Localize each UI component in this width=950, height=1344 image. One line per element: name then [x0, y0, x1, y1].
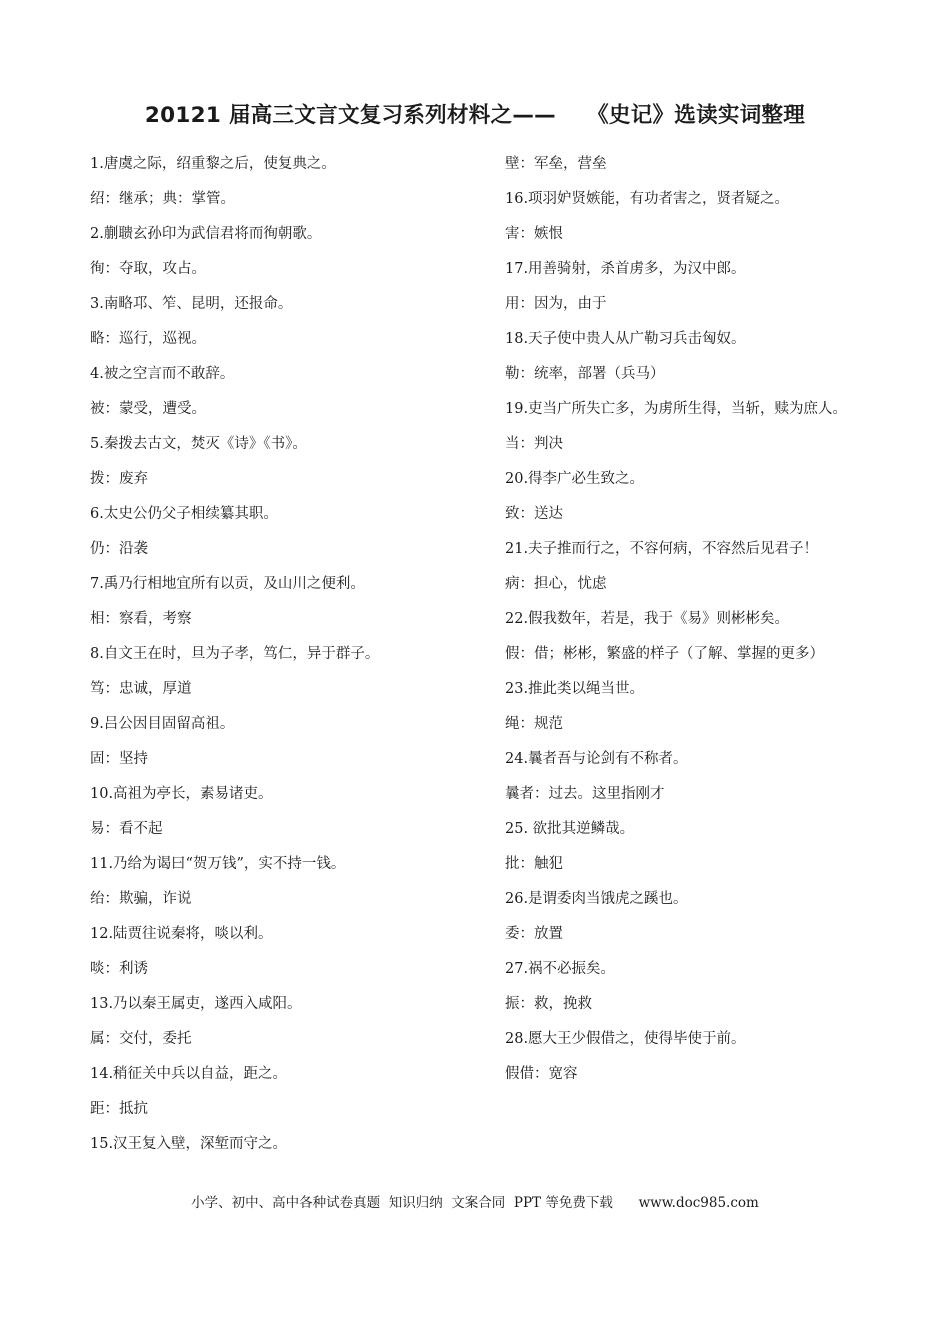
- list-item: 7.禹乃行相地宜所有以贡，及山川之便利。: [90, 576, 365, 592]
- list-item: 11.乃给为谒曰“贺万钱”，实不持一钱。: [90, 856, 346, 872]
- list-item: 略：巡行，巡视。: [90, 331, 206, 347]
- list-item: 固：坚持: [90, 751, 148, 767]
- list-item: 15.汉王复入壁，深堑而守之。: [90, 1136, 288, 1152]
- right-column: [505, 153, 865, 1098]
- list-item: 19.吏当广所失亡多，为虏所生得，当斩，赎为庶人。: [505, 401, 848, 417]
- list-item: 害：嫉恨: [505, 226, 563, 242]
- list-item: 4.被之空言而不敢辞。: [90, 366, 235, 382]
- list-item: 5.秦拨去古文，焚灭《诗》《书》。: [90, 436, 307, 452]
- list-item: 易：看不起: [90, 821, 163, 837]
- list-item: 振：救，挽救: [505, 996, 592, 1012]
- page-footer: 小学、初中、高中各种试卷真题 知识归纳 文案合同 PPT 等免费下载 www.doc985.com: [191, 1195, 759, 1211]
- list-item: 勒：统率，部署（兵马）: [505, 366, 665, 382]
- list-item: 相：察看，考察: [90, 611, 192, 627]
- list-item: 9.吕公因目固留高祖。: [90, 716, 235, 732]
- list-item: 27.祸不必振矣。: [505, 961, 616, 977]
- list-item: 6.太史公仍父子相续纂其职。: [90, 506, 278, 522]
- list-item: 17.用善骑射，杀首虏多，为汉中郎。: [505, 261, 746, 277]
- list-item: 绍：继承；典：掌管。: [90, 191, 235, 207]
- list-item: 病：担心，忧虑: [505, 576, 607, 592]
- list-item: 21.夫子推而行之，不容何病，不容然后见君子！: [505, 541, 819, 557]
- list-item: 16.项羽妒贤嫉能，有功者害之，贤者疑之。: [505, 191, 790, 207]
- list-item: 22.假我数年，若是，我于《易》则彬彬矣。: [505, 611, 790, 627]
- list-item: 24.曩者吾与论剑有不称者。: [505, 751, 688, 767]
- list-item: 25. 欲批其逆鳞哉。: [505, 821, 635, 837]
- list-item: 12.陆贾往说秦将，啖以利。: [90, 926, 273, 942]
- list-item: 徇：夺取，攻占。: [90, 261, 206, 277]
- list-item: 13.乃以秦王属吏，遂西入咸阳。: [90, 996, 302, 1012]
- list-item: 绳：规范: [505, 716, 563, 732]
- list-item: 20.得李广必生致之。: [505, 471, 645, 487]
- list-item: 28.愿大王少假借之，使得毕使于前。: [505, 1031, 746, 1047]
- list-item: 18.天子使中贵人从广勒习兵击匈奴。: [505, 331, 746, 347]
- left-column: [90, 153, 490, 1168]
- list-item: 被：蒙受，遭受。: [90, 401, 206, 417]
- list-item: 8.自文王在时，旦为子孝，笃仁，异于群子。: [90, 646, 380, 662]
- list-item: 假借：宽容: [505, 1066, 578, 1082]
- list-item: 2.蒯聩玄孙印为武信君将而徇朝歌。: [90, 226, 322, 242]
- list-item: 14.稍征关中兵以自益，距之。: [90, 1066, 288, 1082]
- list-item: 属：交付，委托: [90, 1031, 192, 1047]
- list-item: 距：抵抗: [90, 1101, 148, 1117]
- list-item: 绐：欺骗，诈说: [90, 891, 192, 907]
- list-item: 委：放置: [505, 926, 563, 942]
- list-item: 仍：沿袭: [90, 541, 148, 557]
- list-item: 用：因为，由于: [505, 296, 607, 312]
- list-item: 啖：利诱: [90, 961, 148, 977]
- list-item: 笃：忠诚，厚道: [90, 681, 192, 697]
- list-item: 1.唐虞之际，绍重黎之后，使复典之。: [90, 156, 336, 172]
- list-item: 10.高祖为亭长，素易诸吏。: [90, 786, 273, 802]
- list-item: 曩者：过去。这里指刚才: [505, 786, 665, 802]
- list-item: 26.是谓委肉当饿虎之蹊也。: [505, 891, 688, 907]
- page-title: 20121 届高三文言文复习系列材料之—— 《史记》选读实词整理: [144, 103, 806, 128]
- list-item: 拨：废弃: [90, 471, 148, 487]
- list-item: 批：触犯: [505, 856, 563, 872]
- list-item: 3.南略邛、笮、昆明，还报命。: [90, 296, 293, 312]
- list-item: 当：判决: [505, 436, 563, 452]
- list-item: 23.推此类以绳当世。: [505, 681, 645, 697]
- list-item: 壁：军垒，营垒: [505, 156, 607, 172]
- list-item: 致：送达: [505, 506, 563, 522]
- list-item: 假：借；彬彬，繁盛的样子（了解、掌握的更多）: [505, 646, 824, 662]
